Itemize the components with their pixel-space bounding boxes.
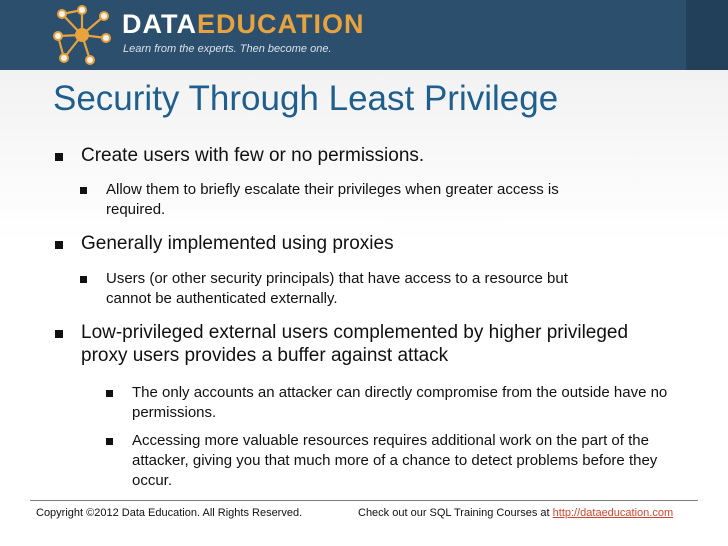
bullet-text-line: Accessing more valuable resources requires additional work on the part of the	[132, 432, 649, 449]
network-nodes-icon	[50, 4, 114, 66]
footer-copyright: Copyright ©2012 Data Education. All Rights Reserved.	[36, 507, 303, 519]
square-bullet-icon	[106, 438, 113, 445]
bullet-text-line: Low-privileged external users complemented by higher privileged	[81, 322, 629, 343]
square-bullet-icon	[55, 153, 63, 161]
square-bullet-icon	[55, 330, 63, 338]
bullet-text-line: Generally implemented using proxies	[81, 233, 394, 254]
bullet-text-line: occur.	[132, 472, 173, 489]
brand-name	[122, 9, 364, 40]
bullet-text-line: proxy users provides a buffer against attack	[81, 345, 449, 366]
bullet-text-line: required.	[106, 201, 166, 218]
footer-promo	[358, 507, 673, 519]
footer-promo-text: Check out our SQL Training Courses at	[358, 507, 553, 519]
footer-link[interactable]: http://dataeducation.com	[552, 507, 674, 519]
square-bullet-icon	[106, 390, 113, 397]
bullet-text-line: Users (or other security principals) that have access to a resource but	[106, 270, 568, 287]
bullet-text-line: The only accounts an attacker can directly compromise from the outside have no	[132, 384, 668, 401]
bullet-text-line: Create users with few or no permissions.	[81, 145, 425, 166]
brand-tagline: Learn from the experts. Then become one.	[123, 43, 332, 55]
header-bar	[0, 0, 728, 70]
header-corner	[686, 0, 728, 70]
bullet-text-line: attacker, giving you that much more of a chance to detect problems before they	[132, 452, 658, 469]
footer-divider	[30, 500, 698, 501]
square-bullet-icon	[80, 276, 87, 283]
brand-part-education: EDUCATION	[196, 9, 365, 39]
bullet-text-line: permissions.	[132, 404, 217, 421]
bullet-text-line: cannot be authenticated externally.	[106, 290, 338, 307]
slide-title: Security Through Least Privilege	[53, 79, 559, 118]
square-bullet-icon	[80, 187, 87, 194]
square-bullet-icon	[55, 241, 63, 249]
brand-part-data: DATA	[122, 9, 197, 39]
bullet-text-line: Allow them to briefly escalate their privileges when greater access is	[106, 181, 559, 198]
